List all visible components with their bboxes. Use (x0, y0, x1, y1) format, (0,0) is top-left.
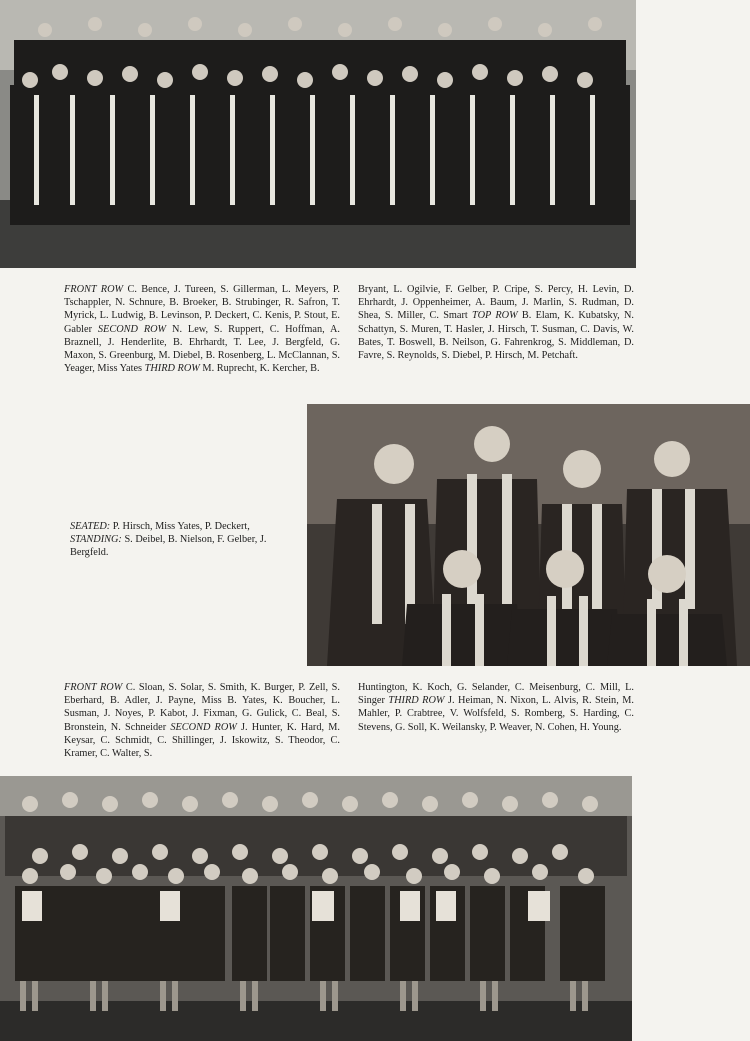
choir-caption-right (358, 283, 634, 362)
caption-names: Huntington, K. Koch, G. Selander, C. Meisenburg, C. Mill, L. Singer (358, 682, 634, 707)
glee-caption-left (64, 681, 340, 760)
officers-caption (70, 520, 282, 560)
caption-names: P. Hirsch, Miss Yates, P. Deckert, (110, 521, 250, 532)
caption-row-label: FRONT ROW (64, 682, 123, 693)
choir-group-photo (0, 0, 636, 268)
caption-names: N. Lew, S. Ruppert, C. Hoffman, A. Braznell, J. Henderlite, B. Ehrhardt, T. Lee, J. Bergfeld, G. Maxon, S. Greenburg, M. Diebel, B. Rosenberg, L. McClannan, S. Yeager, Miss Yates (64, 323, 340, 375)
caption-row-label: SEATED: (70, 521, 111, 532)
caption-row-label: THIRD ROW (144, 363, 200, 375)
caption-row-label: SECOND ROW (97, 323, 167, 335)
caption-names: J. Hunter, K. Hard, M. Keysar, C. Schmidt, C. Shillinger, J. Iskowitz, S. Theodor, C. Kramer, C. Walter, S. (64, 721, 340, 760)
caption-row-label: FRONT ROW (64, 284, 124, 295)
caption-row-label: SECOND ROW (170, 721, 237, 733)
glee-caption-right (358, 681, 634, 734)
choir-caption-left (64, 283, 340, 375)
caption-names: B. Elam, K. Kubatsky, N. Schattyn, S. Muren, T. Hasler, J. Hirsch, T. Susman, C. Davis, W. Bates, T. Boswell, B. Neilson, G. Fahrenkrog, S. Middleman, D. Favre, S. Reynolds, S. Diebel, P. Hirsch, M. Petchaft. (358, 310, 634, 362)
caption-row-label: STANDING: (70, 534, 122, 546)
caption-names: S. Deibel, B. Nielson, F. Gelber, J. Bergfeld. (70, 534, 267, 559)
officers-photo (307, 404, 750, 666)
caption-names: M. Ruprecht, K. Kercher, B. (199, 363, 320, 375)
caption-row-label: THIRD ROW (388, 695, 445, 707)
caption-names: Bryant, L. Ogilvie, F. Gelber, P. Cripe, S. Percy, H. Levin, D. Ehrhardt, J. Oppenheimer, A. Baum, J. Marlin, S. Rudman, D. Shea, S. Miller, C. Smart (358, 284, 634, 322)
glee-group-photo (0, 776, 632, 1041)
caption-names: C. Bence, J. Tureen, S. Gillerman, L. Meyers, P. Tschappler, N. Schnure, B. Broeker, B. Strubinger, R. Safron, T. Myrick, L. Ludwig, B. Levinson, P. Deckert, C. Kenis, P. Stout, E. Gabler (64, 284, 340, 335)
caption-names: J. Heiman, N. Nixon, L. Alvis, R. Stein, M. Mahler, P. Crabtree, V. Wolfsfeld, S. Romberg, S. Harding, C. Stevens, G. Soll, K. Weilansky, P. Weaver, N. Cohen, H. Young. (358, 695, 634, 733)
caption-row-label: TOP ROW (472, 310, 518, 322)
caption-names: C. Sloan, S. Solar, S. Smith, K. Burger, P. Zell, S. Eberhard, B. Adler, J. Payne, Miss B. Yates, K. Boucher, L. Susman, J. Noyes, P. Kabot, J. Fixman, G. Gulick, C. Beal, S. Bronstein, N. Schneider (64, 682, 340, 733)
